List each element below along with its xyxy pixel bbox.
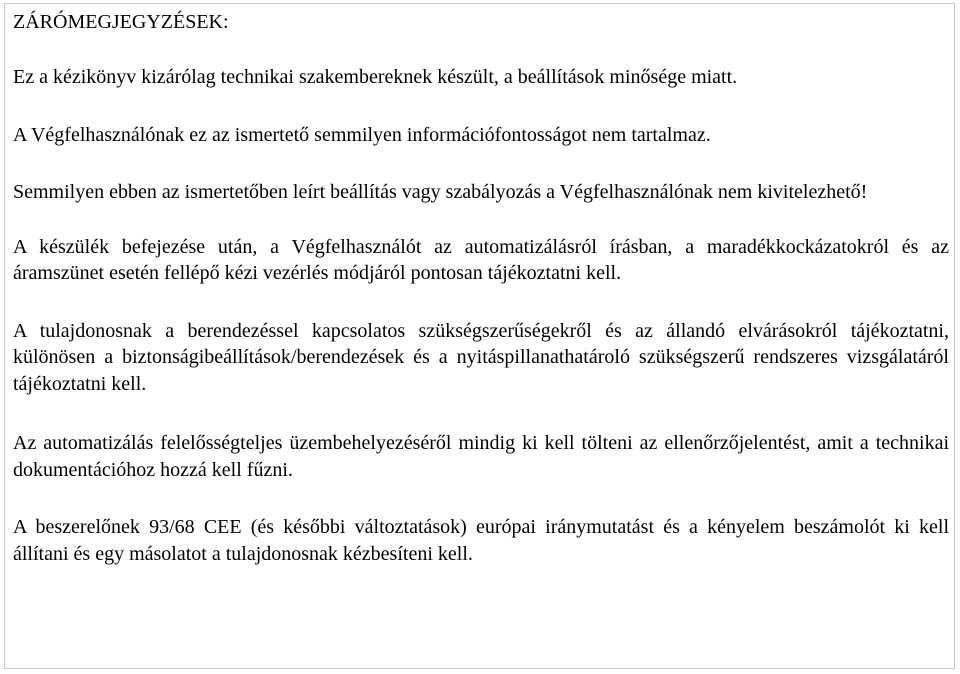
page-title: ZÁRÓMEGJEGYZÉSEK:	[13, 11, 229, 33]
paragraph-2: A Végfelhasználónak ez az ismertető semmilyen információfontosságot nem tartalmaz.	[13, 123, 711, 146]
paragraph-6: Az automatizálás felelősségteljes üzembehelyezéséről mindig ki kell tölteni az ellenőrzőjelentést, amit a technikai dokumentációhoz hozzá kell fűzni.	[13, 432, 949, 481]
paragraph-1: Ez a kézikönyv kizárólag technikai szakembereknek készült, a beállítások minősége miatt.	[13, 66, 738, 88]
paragraph-5: A tulajdonosnak a berendezéssel kapcsolatos szükségszerűségekről és az állandó elvárásokról tájékoztatni, különösen a biztonságibeállítások/berendezések és a nyitáspillanathatároló szükségszerű rendszeres vizsgálatáról tájékoztatni kell.	[13, 319, 949, 395]
paragraph-4: A készülék befejezése után, a Végfelhasználót az automatizálásról írásban, a maradékkockázatokról és az áramszünet esetén fellépő kézi vezérlés módjáról pontosan tájékoztatni kell.	[13, 235, 949, 284]
document-content	[13, 9, 949, 567]
document-page	[4, 3, 955, 669]
paragraph-3: Semmilyen ebben az ismertetőben leírt beállítás vagy szabályozás a Végfelhasználónak nem kivitelezhető!	[13, 181, 868, 203]
paragraph-7: A beszerelőnek 93/68 CEE (és későbbi változtatások) európai iránymutatást és a kényelem beszámolót ki kell állítani és egy másolatot a tulajdonosnak kézbesíteni kell.	[13, 516, 949, 565]
